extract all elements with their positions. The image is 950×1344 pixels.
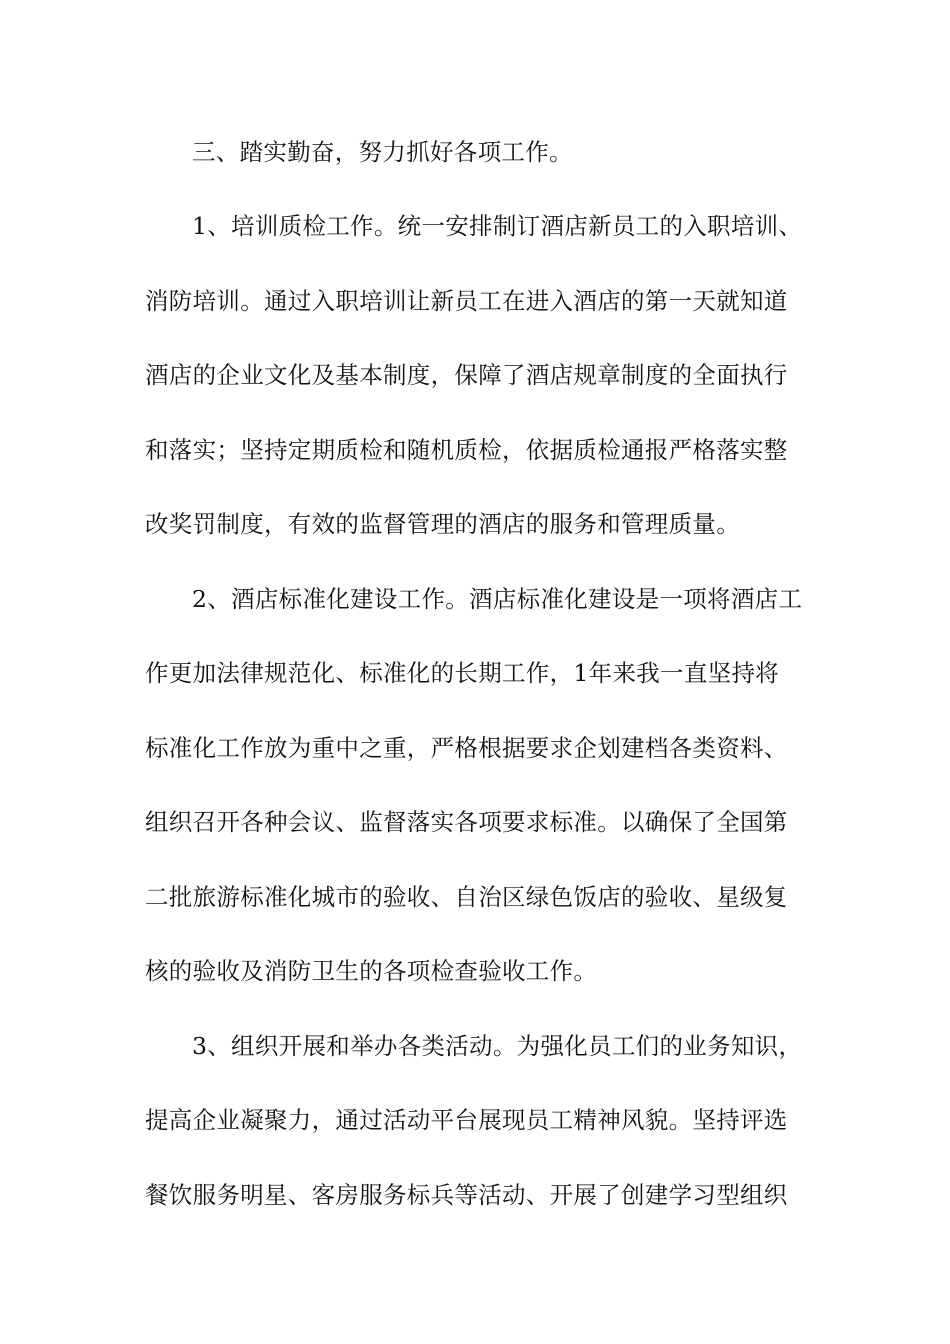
paragraph-line: 核的验收及消防卫生的各项检查验收工作。: [145, 957, 598, 985]
section-heading: 三、踏实勤奋，努力抓好各项工作。: [192, 138, 573, 166]
paragraph-line: 酒店的企业文化及基本制度，保障了酒店规章制度的全面执行: [145, 361, 788, 389]
paragraph-line: 二批旅游标准化城市的验收、自治区绿色饭店的验收、星级复: [145, 883, 788, 911]
paragraph-line: 和落实；坚持定期质检和随机质检，依据质检通报严格落实整: [145, 436, 788, 464]
paragraph-line: 标准化工作放为重中之重，严格根据要求企划建档各类资料、: [145, 734, 788, 762]
paragraph-line: 消防培训。通过入职培训让新员工在进入酒店的第一天就知道: [145, 287, 788, 315]
paragraph-line: 3、组织开展和举办各类活动。为强化员工们的业务知识，: [192, 1032, 803, 1060]
paragraph-line: 1、培训质检工作。统一安排制订酒店新员工的入职培训、: [192, 212, 803, 240]
paragraph-line: 作更加法律规范化、标准化的长期工作，1年来我一直坚持将: [145, 659, 780, 687]
paragraph-line: 组织召开各种会议、监督落实各项要求标准。以确保了全国第: [145, 808, 788, 836]
paragraph-line: 改奖罚制度，有效的监督管理的酒店的服务和管理质量。: [145, 510, 740, 538]
paragraph-line: 2、酒店标准化建设工作。酒店标准化建设是一项将酒店工: [192, 585, 803, 613]
paragraph-line: 餐饮服务明星、客房服务标兵等活动、开展了创建学习型组织: [145, 1181, 788, 1209]
paragraph-line: 提高企业凝聚力，通过活动平台展现员工精神风貌。坚持评选: [145, 1106, 788, 1134]
